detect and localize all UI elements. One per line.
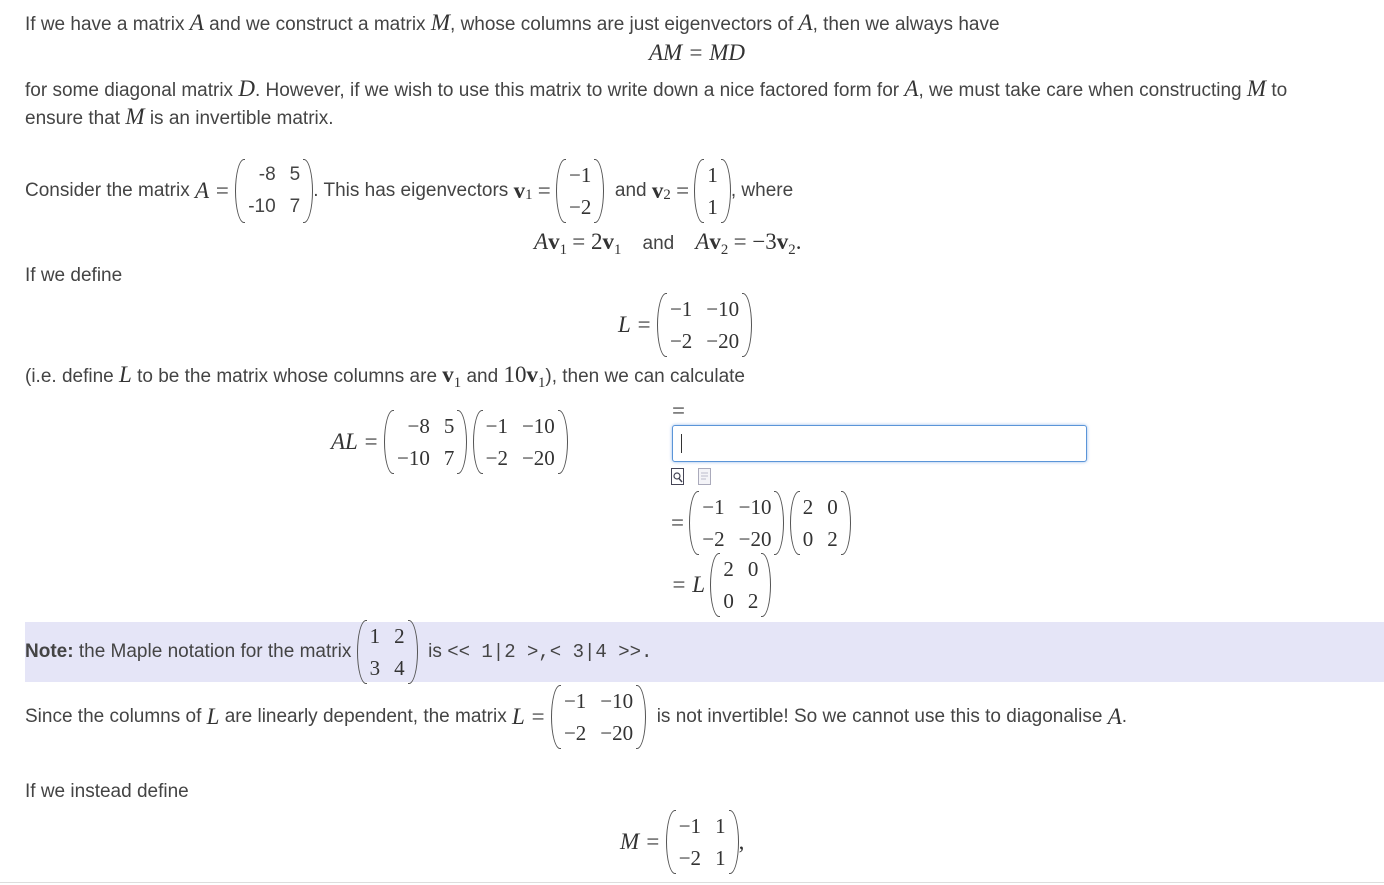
al-equation: AL = −8 5 −10 7 −1 −10 −2 −20: [331, 410, 568, 474]
define-l-equation: L = −1 −10 −2 −20: [618, 293, 752, 357]
bottom-divider: [0, 882, 1384, 883]
define-label: If we define: [25, 265, 123, 286]
maple-note: Note: the Maple notation for the matrix 1 2 3 4 is << 1|2 >,< 3|4 >>.: [25, 622, 1384, 682]
preview-icon[interactable]: [671, 468, 684, 485]
answer-input[interactable]: [672, 425, 1087, 462]
calc-line-2: = −1 −10 −2 −20 2 0 0 2: [671, 491, 851, 555]
since-line: Since the columns of L are linearly dependent, the matrix L = −1 −10 −2 −20 is not invertible! So we cannot use this to diagonalise A .: [25, 685, 1127, 749]
define-m-equation: M = −1 1 −2 1 ,: [620, 810, 744, 874]
vector-v1: −1 −2: [556, 159, 604, 223]
note-label: Note:: [25, 641, 74, 662]
matrix-d-line3: 2 0 0 2: [710, 553, 771, 617]
note-text: the Maple notation for the matrix: [78, 641, 352, 662]
maple-code: << 1|2 >,< 3|4 >>.: [447, 641, 653, 663]
note-matrix: 1 2 3 4: [357, 620, 418, 684]
matrix-a-calc: −8 5 −10 7: [384, 410, 467, 474]
text-caret: [681, 434, 682, 453]
matrix-l: −1 −10 −2 −20: [657, 293, 752, 357]
equals-sign-1: =: [672, 398, 685, 423]
intro-line-1: If we have a matrix A and we construct a matrix M, whose columns are just eigenvectors of A, then we always have: [25, 10, 1000, 35]
vector-v2: 1 1: [694, 159, 731, 223]
instead-label: If we instead define: [25, 781, 189, 802]
matrix-m: −1 1 −2 1: [666, 810, 739, 874]
document-icon[interactable]: [698, 468, 711, 485]
matrix-l-line2: −1 −10 −2 −20: [689, 491, 784, 555]
matrix-l-since: −1 −10 −2 −20: [551, 685, 646, 749]
intro-line-3: ensure that M is an invertible matrix.: [25, 104, 334, 129]
equation-am-md: AM = MD: [649, 40, 745, 65]
consider-line: Consider the matrix A = -8 5 -10 7 . This has eigenvectors v 1 = −1 −2 and v 2 = 1 1 , where: [25, 159, 793, 223]
calc-line-3: = L 2 0 0 2: [671, 553, 771, 617]
matrix-l-calc: −1 −10 −2 −20: [473, 410, 568, 474]
intro-line-2: for some diagonal matrix D. However, if we wish to use this matrix to write down a nice factored form for A, we must take care when constructing M to: [25, 76, 1288, 101]
eigen-equations: $Av_1 = 2v_1$ and $Av_2 = -3v_2$.: [534, 229, 802, 258]
ie-line: (i.e. define L to be the matrix whose columns are $v_1$ and $10v_1$), then we can calculate: [25, 362, 745, 391]
matrix-a: -8 5 -10 7: [235, 159, 313, 223]
matrix-d-line2: 2 0 0 2: [790, 491, 851, 555]
